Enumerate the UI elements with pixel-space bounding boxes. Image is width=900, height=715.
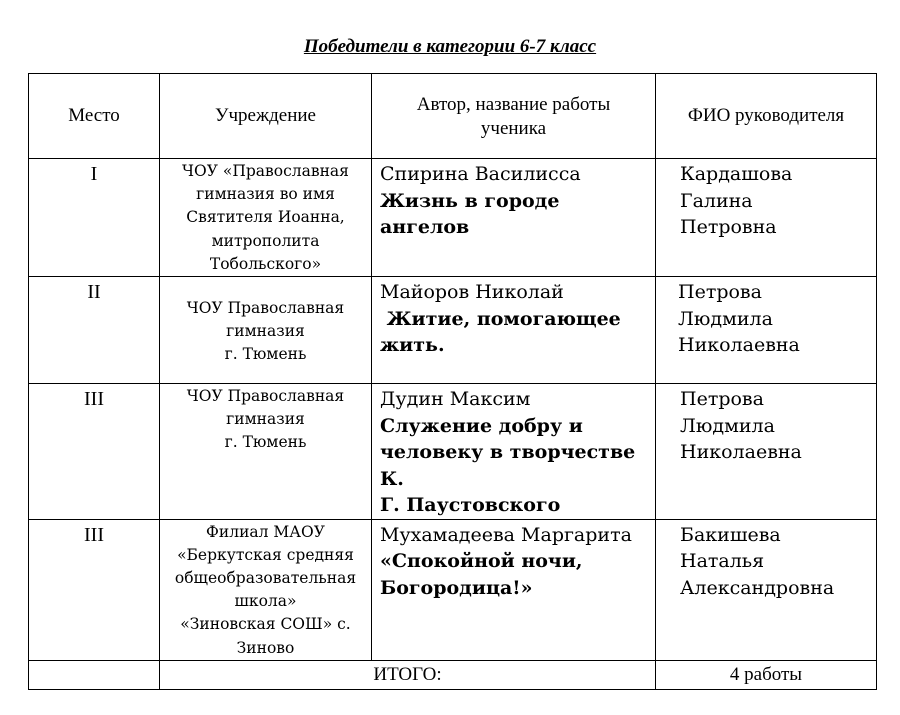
- leader-line: Наталья: [680, 550, 765, 573]
- leader-line: Людмила: [680, 414, 775, 437]
- institution-line: школа»: [234, 592, 297, 611]
- header-author-line2: ученика: [480, 118, 547, 139]
- author-cell: [372, 277, 656, 384]
- place-cell: I: [29, 159, 160, 277]
- institution-cell: [160, 384, 372, 520]
- header-leader: ФИО руководителя: [656, 74, 877, 159]
- table-row: [29, 384, 877, 520]
- leader-line: Кардашова: [680, 163, 793, 185]
- institution-line: г. Тюмень: [224, 345, 307, 364]
- institution-line: гимназия: [226, 322, 305, 341]
- leader-line: Петровна: [680, 216, 777, 238]
- author-name: Майоров Николай: [380, 281, 564, 304]
- header-author-line1: Автор, название работы: [416, 94, 611, 115]
- leader-cell: [656, 277, 877, 384]
- institution-line: Филиал МАОУ: [206, 522, 325, 541]
- header-row: [29, 74, 877, 159]
- header-place: Место: [29, 74, 160, 159]
- institution-line: митрополита: [211, 231, 320, 250]
- leader-line: Петрова: [680, 388, 764, 411]
- author-cell: [372, 519, 656, 660]
- table-row: [29, 277, 877, 384]
- institution-line: «Зиновская СОШ» с.: [180, 615, 351, 634]
- total-label: ИТОГО:: [160, 660, 656, 689]
- place-cell: III: [29, 384, 160, 520]
- leader-line: Александровна: [680, 576, 835, 599]
- work-title: Житие, помогающее: [380, 307, 621, 330]
- place-cell: II: [29, 277, 160, 384]
- institution-cell: [160, 277, 372, 384]
- institution-line: Зиново: [236, 638, 295, 657]
- total-value: 4 работы: [656, 660, 877, 689]
- leader-cell: [656, 159, 877, 277]
- header-author: [372, 74, 656, 159]
- work-title: Г. Паустовского: [380, 494, 561, 517]
- work-title: Жизнь в городе ангелов: [380, 189, 560, 238]
- winners-table: [28, 73, 877, 690]
- author-cell: [372, 384, 656, 520]
- institution-line: «Беркутская средняя: [177, 545, 354, 564]
- institution-line: гимназия во имя: [196, 185, 335, 204]
- work-title: Богородица!»: [380, 576, 533, 599]
- leader-line: Галина: [680, 189, 753, 212]
- leader-line: Николаевна: [678, 334, 800, 357]
- table-row: [29, 159, 877, 277]
- institution-line: ЧОУ «Православная: [182, 162, 349, 180]
- place-cell: III: [29, 519, 160, 660]
- leader-line: Бакишева: [680, 523, 781, 546]
- institution-line: общеобразовательная: [174, 568, 357, 587]
- leader-cell: [656, 519, 877, 660]
- institution-line: гимназия: [226, 410, 305, 429]
- institution-cell: [160, 519, 372, 660]
- total-row: [29, 660, 877, 689]
- work-title: жить.: [380, 334, 445, 357]
- page-title: Победители в категории 6-7 класс: [303, 36, 597, 57]
- institution-line: ЧОУ Православная: [186, 387, 345, 406]
- institution-line: г. Тюмень: [224, 433, 307, 452]
- leader-cell: [656, 384, 877, 520]
- author-cell: [372, 159, 656, 277]
- leader-line: Петрова: [678, 281, 762, 304]
- leader-line: Людмила: [678, 307, 773, 330]
- author-name: Дудин Максим: [380, 388, 531, 411]
- work-title: человеку в творчестве К.: [380, 441, 636, 490]
- total-empty-cell: [29, 660, 160, 689]
- leader-line: Николаевна: [680, 441, 802, 464]
- institution-line: Тобольского»: [209, 254, 322, 273]
- author-name: Мухамадеева Маргарита: [380, 523, 632, 546]
- institution-line: ЧОУ Православная: [186, 299, 345, 318]
- header-institution: Учреждение: [160, 74, 372, 159]
- institution-line: Святителя Иоанна,: [186, 208, 345, 227]
- work-title: Служение добру и: [380, 414, 583, 437]
- table-row: [29, 519, 877, 660]
- work-title: «Спокойной ночи,: [380, 550, 583, 573]
- institution-cell: [160, 159, 372, 277]
- author-name: Спирина Василисса: [380, 163, 581, 185]
